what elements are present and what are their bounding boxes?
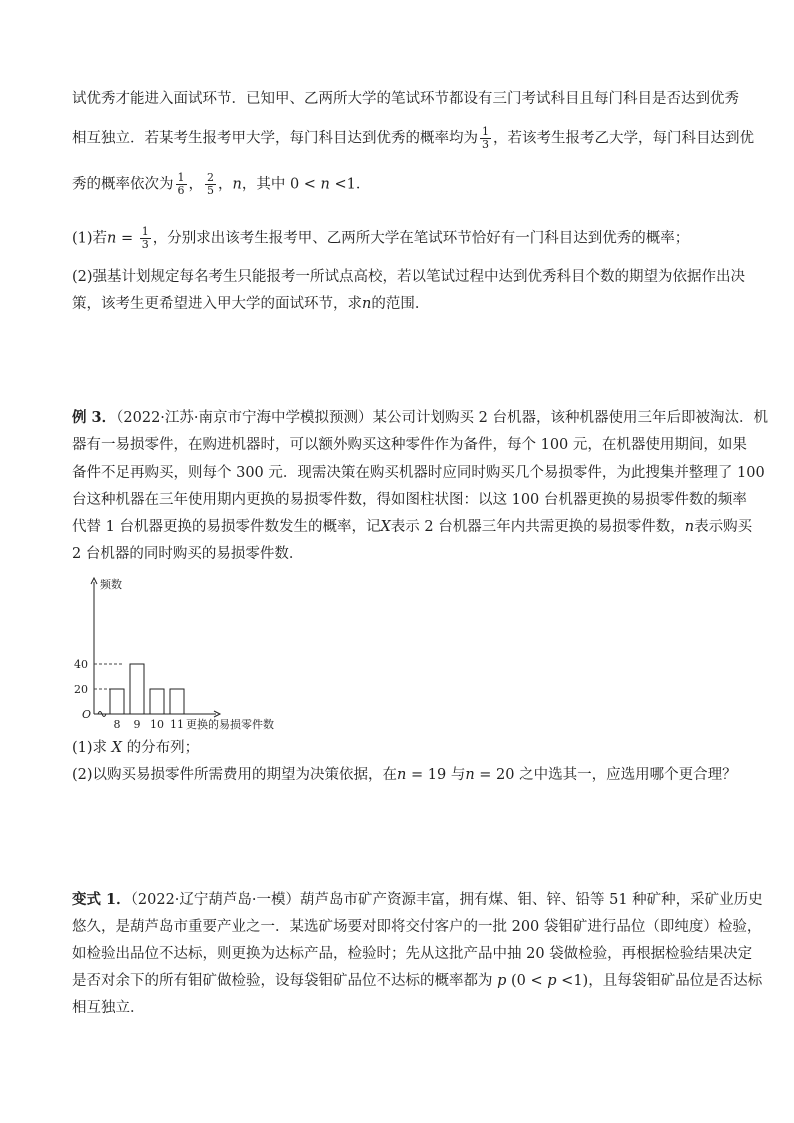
- sub-question-2: [72, 768, 737, 783]
- question-2-text-b: 的范围．: [371, 296, 430, 312]
- fraction-two-fifths: [205, 172, 216, 197]
- example-3-line-3: 备件不足再购买，则每个 300 元．现需决策在购买机器时应同时购买几个易损零件，为此搜集并整理了 100: [72, 465, 765, 481]
- fraction-numerator: 1: [141, 225, 149, 238]
- intro-line-3-text-g: <1．: [329, 176, 371, 193]
- variable-n: n: [684, 519, 695, 535]
- comma: ，: [218, 176, 233, 193]
- x-tick-label: 8: [113, 718, 121, 731]
- variant-label: 变式 1．: [72, 891, 131, 908]
- variable-x: X: [380, 519, 391, 535]
- variable-n: n: [320, 176, 330, 193]
- question-2-line-2: [72, 297, 429, 312]
- variable-n: n: [362, 296, 372, 312]
- variant-1-text-c: <1)，且每袋钼矿品位是否达标: [556, 973, 763, 989]
- fraction-numerator: 1: [177, 171, 185, 184]
- x-tick-label: 10: [150, 718, 164, 731]
- bar: [130, 664, 144, 714]
- fraction-one-sixth: [176, 172, 187, 197]
- example-3-line-1: [72, 411, 768, 426]
- x-axis-label: 更换的易损零件数: [186, 718, 274, 731]
- sub-question-1-text: 的分布列；: [121, 740, 200, 756]
- y-axis-label: 频数: [100, 578, 122, 591]
- x-tick-label: 11: [170, 718, 184, 731]
- bar: [110, 689, 124, 714]
- variant-1-line-2: 悠久，是葫芦岛市重要产业之一．某选矿场要对即将交付客户的一批 200 袋钼矿进行品位（即纯度）检验，: [72, 919, 762, 935]
- question-2-line-1: (2)强基计划规定每名考生只能报考一所试点高校，若以笔试过程中达到优秀科目个数的期望为依据作出决: [72, 269, 746, 285]
- intro-line-2: [72, 126, 754, 151]
- example-3-text-a: 代替 1 台机器更换的易损零件数发生的概率，记: [72, 519, 381, 535]
- fraction-denominator: 6: [177, 184, 185, 197]
- example-3-line-2: 器有一易损零件，在购进机器时，可以额外购买这种零件作为备件，每个 100 元，在机器使用期间，如果: [72, 437, 747, 453]
- fraction-numerator: 2: [207, 171, 214, 184]
- example-label: 例 3．: [72, 409, 117, 426]
- sub-question-2-text-c: = 20 之中选其一，应选用哪个更合理？: [474, 767, 737, 783]
- example-3-line-4: 台这种机器在三年使用期内更换的易损零件数，得如图柱状图：以这 100 台机器更换的易损零件数的频率: [72, 492, 747, 508]
- question-1: [72, 226, 689, 251]
- variant-1-line-1: [72, 893, 763, 908]
- fraction-one-third: [480, 126, 491, 151]
- variant-1-text-b: (0 <: [506, 973, 548, 989]
- variable-n: n: [397, 767, 407, 783]
- intro-line-3-text-a: 秀的概率依次为: [72, 176, 174, 193]
- x-tick-label: 9: [133, 718, 141, 731]
- bar: [170, 689, 184, 714]
- sub-question-2-text-b: = 19 与: [406, 767, 466, 783]
- variant-1-text-a: 是否对余下的所有钼矿做检验，设每袋钼矿品位不达标的概率都为: [72, 973, 498, 989]
- variant-1-line-4: [72, 974, 762, 989]
- sub-question-1-prefix: (1)求: [72, 740, 112, 756]
- example-3-text-b: 表示 2 台机器三年内共需更换的易损零件数，: [390, 519, 685, 535]
- bar: [150, 689, 164, 714]
- intro-line-3-text-e: ，其中 0 <: [241, 176, 321, 193]
- variable-p: p: [497, 973, 507, 989]
- sub-question-2-text-a: (2)以购买易损零件所需费用的期望为决策依据，在: [72, 767, 398, 783]
- fraction-one-third: [140, 226, 151, 251]
- fraction-denominator: 3: [482, 138, 489, 151]
- bar-chart: [74, 572, 320, 732]
- fraction-denominator: 3: [141, 238, 149, 251]
- bar-chart-svg: [74, 572, 320, 732]
- intro-line-2-text-a: 相互独立．若某考生报考甲大学，每门科目达到优秀的概率均为: [72, 130, 478, 147]
- variable-x: X: [111, 740, 122, 756]
- variable-p: p: [547, 973, 557, 989]
- question-1-prefix: (1)若: [72, 230, 108, 247]
- question-1-text: ，分别求出该考生报考甲、乙两所大学在笔试环节恰好有一门科目达到优秀的概率；: [152, 230, 690, 247]
- example-3-line-6: 2 台机器的同时购买的易损零件数．: [72, 546, 304, 562]
- question-2-text-a: 策，该考生更希望进入甲大学的面试环节，求: [72, 296, 362, 312]
- sub-question-1: [72, 741, 199, 756]
- y-tick-label: 20: [74, 683, 88, 696]
- example-3-line-5: [72, 520, 752, 535]
- fraction-denominator: 5: [207, 184, 214, 197]
- variable-n: n: [465, 767, 475, 783]
- intro-line-3: [72, 172, 370, 197]
- fraction-numerator: 1: [482, 125, 489, 138]
- variant-1-line-3: 如检验出品位不达标，则更换为达标产品，检验时；先从这批产品中抽 20 袋做检验，再根据检验结果决定: [72, 946, 753, 962]
- example-3-text: （2022·江苏·南京市宁海中学模拟预测）某公司计划购买 2 台机器，该种机器使用三年后即被淘汰．机: [116, 410, 768, 426]
- example-3-text-c: 表示购买: [694, 519, 753, 535]
- origin-label: O: [82, 708, 92, 721]
- y-tick-label: 40: [74, 658, 88, 671]
- variant-1-text: （2022·辽宁葫芦岛·一模）葫芦岛市矿产资源丰富，拥有煤、钼、锌、铅等 51 种矿种，采矿业历史: [130, 892, 763, 908]
- equals-sign: =: [116, 230, 138, 247]
- variable-n: n: [232, 176, 242, 193]
- variant-1-line-5: 相互独立．: [72, 1000, 145, 1016]
- intro-line-2-text-b: ，若该考生报考乙大学，每门科目达到优: [493, 130, 754, 147]
- variable-n: n: [107, 230, 117, 247]
- intro-line-1: 试优秀才能进入面试环节．已知甲、乙两所大学的笔试环节都设有三门考试科目且每门科目是否达到优秀: [72, 91, 739, 107]
- comma: ，: [188, 176, 203, 193]
